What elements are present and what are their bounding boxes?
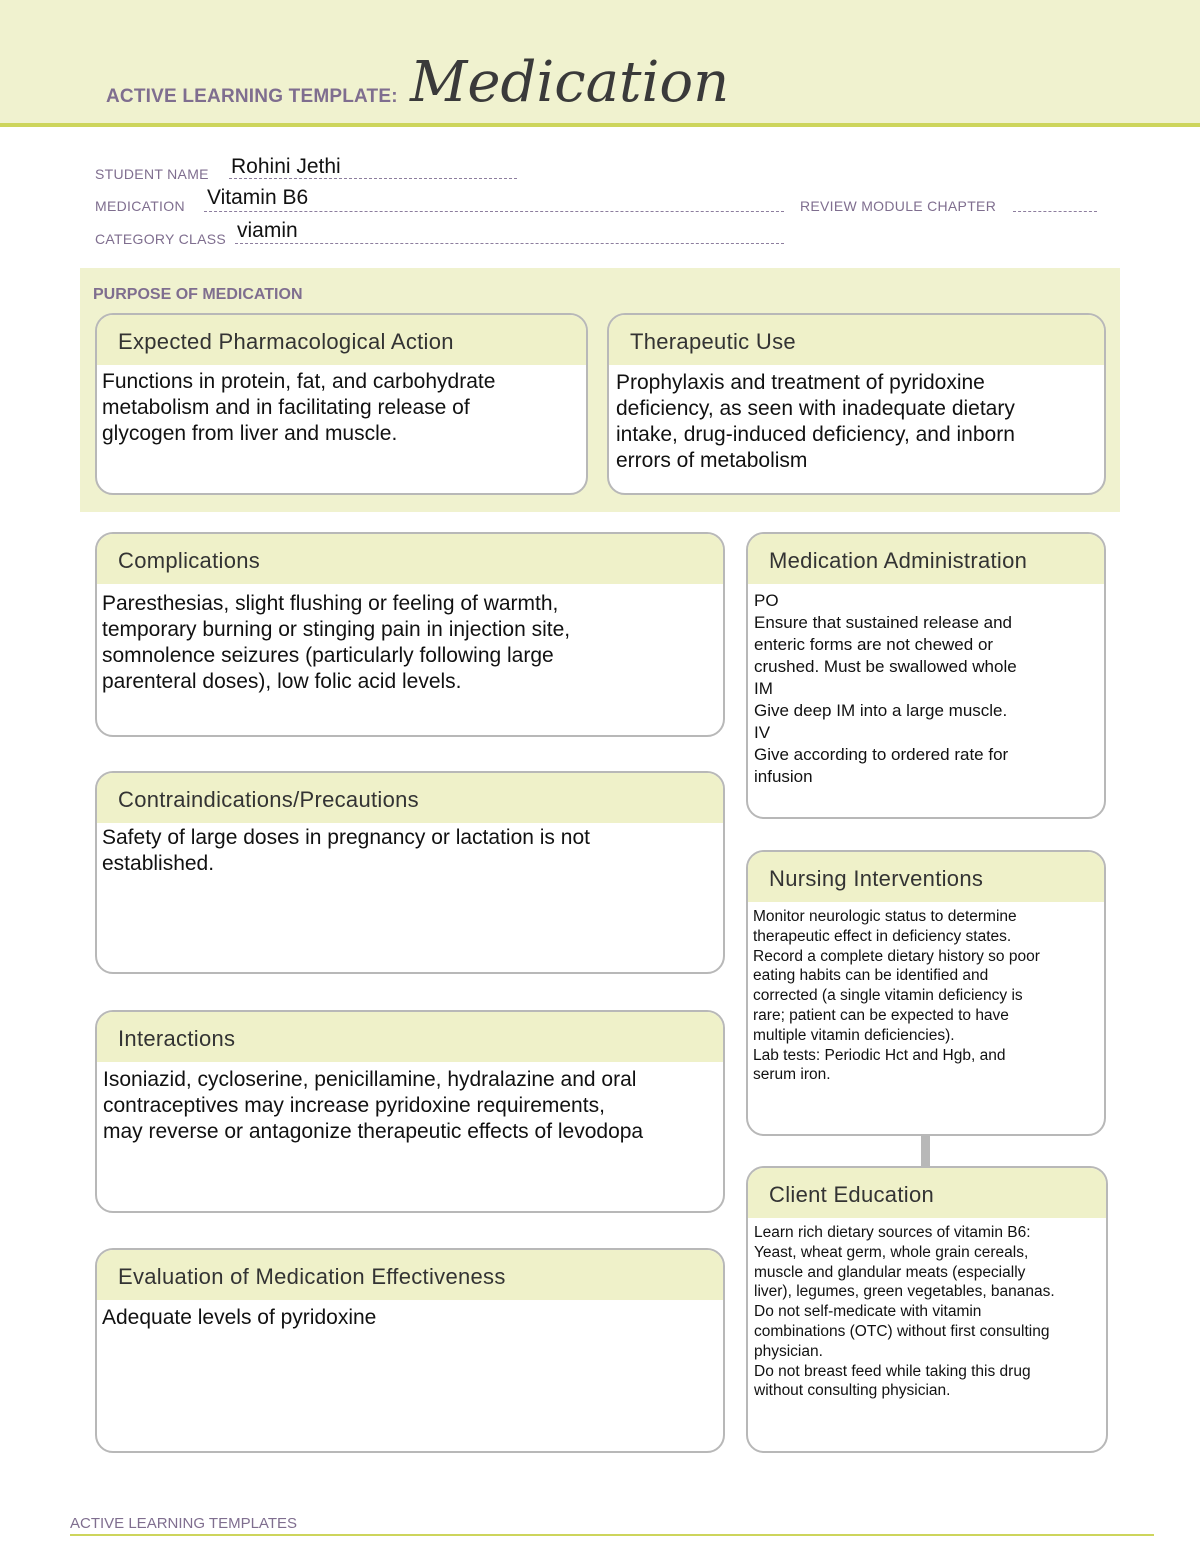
- review-module-label: REVIEW MODULE CHAPTER: [800, 198, 997, 214]
- template-label: ACTIVE LEARNING TEMPLATE:: [106, 86, 398, 107]
- box-title: Nursing Interventions: [748, 852, 1104, 902]
- box-body[interactable]: Paresthesias, slight flushing or feeling of warmth, temporary burning or stinging pain in injection site, somnolence seizures (particularly following large parenteral doses), low folic acid levels.: [102, 592, 571, 693]
- review-module-field[interactable]: [1013, 211, 1097, 212]
- medication-label: MEDICATION: [95, 198, 185, 214]
- box-body[interactable]: Learn rich dietary sources of vitamin B6: Yeast, wheat germ, whole grain cereals, muscle and glandular meats (especially liver), legumes, green vegetables, bananas. Do not self-medicate with vitamin combinations (OTC) without first consulting physician. Do not breast feed while taking this drug without consulting physician.: [754, 1224, 1055, 1400]
- evaluation-box: [95, 1248, 725, 1453]
- box-body[interactable]: Isoniazid, cycloserine, penicillamine, hydralazine and oral contraceptives may increase pyridoxine requirements, may reverse or antagonize therapeutic effects of levodopa: [103, 1068, 644, 1143]
- box-title: Expected Pharmacological Action: [97, 315, 586, 365]
- box-body[interactable]: Adequate levels of pyridoxine: [102, 1306, 377, 1329]
- box-body[interactable]: Functions in protein, fat, and carbohydrate metabolism and in facilitating release of glycogen from liver and muscle.: [102, 370, 496, 445]
- complications-box: [95, 532, 725, 737]
- page-title: Medication: [410, 50, 730, 115]
- therapeutic-use-box: [607, 313, 1106, 495]
- footer-divider: [70, 1534, 1154, 1536]
- medication-field[interactable]: Vitamin B6: [207, 186, 309, 209]
- box-title: Evaluation of Medication Effectiveness: [97, 1250, 723, 1300]
- box-body[interactable]: Safety of large doses in pregnancy or lactation is not established.: [102, 826, 590, 875]
- client-education-box: [746, 1166, 1108, 1453]
- box-title: Contraindications/Precautions: [97, 773, 723, 823]
- medication-line: [204, 211, 784, 212]
- box-title: Interactions: [97, 1012, 723, 1062]
- category-class-line: [235, 243, 784, 244]
- category-class-label: CATEGORY CLASS: [95, 231, 227, 247]
- connector: [921, 1135, 930, 1167]
- purpose-heading: PURPOSE OF MEDICATION: [93, 286, 303, 303]
- interactions-box: [95, 1010, 725, 1213]
- student-name-field[interactable]: Rohini Jethi: [231, 155, 341, 178]
- box-body[interactable]: Prophylaxis and treatment of pyridoxine deficiency, as seen with inadequate dietary intake, drug-induced deficiency, and inborn errors of metabolism: [616, 371, 1015, 472]
- box-body[interactable]: Monitor neurologic status to determine therapeutic effect in deficiency states. Record a complete dietary history so poor eating habits can be identified and corrected (a single vitamin deficiency is rare; patient can be expected to have multiple vitamin deficiencies). Lab tests: Periodic Hct and Hgb, and serum iron.: [753, 908, 1040, 1084]
- contraindications-box: [95, 771, 725, 974]
- administration-box: [746, 532, 1106, 819]
- box-title: Medication Administration: [748, 534, 1104, 584]
- nursing-interventions-box: [746, 850, 1106, 1136]
- box-title: Therapeutic Use: [609, 315, 1104, 365]
- box-title: Complications: [97, 534, 723, 584]
- box-title: Client Education: [748, 1168, 1106, 1218]
- student-name-label: STUDENT NAME: [95, 166, 209, 182]
- category-class-field[interactable]: viamin: [237, 219, 298, 242]
- box-body[interactable]: PO Ensure that sustained release and enteric forms are not chewed or crushed. Must be swallowed whole IM Give deep IM into a large muscle. IV Give according to ordered rate for infusion: [754, 591, 1017, 786]
- footer-label: ACTIVE LEARNING TEMPLATES: [70, 1515, 297, 1532]
- expected-action-box: [95, 313, 588, 495]
